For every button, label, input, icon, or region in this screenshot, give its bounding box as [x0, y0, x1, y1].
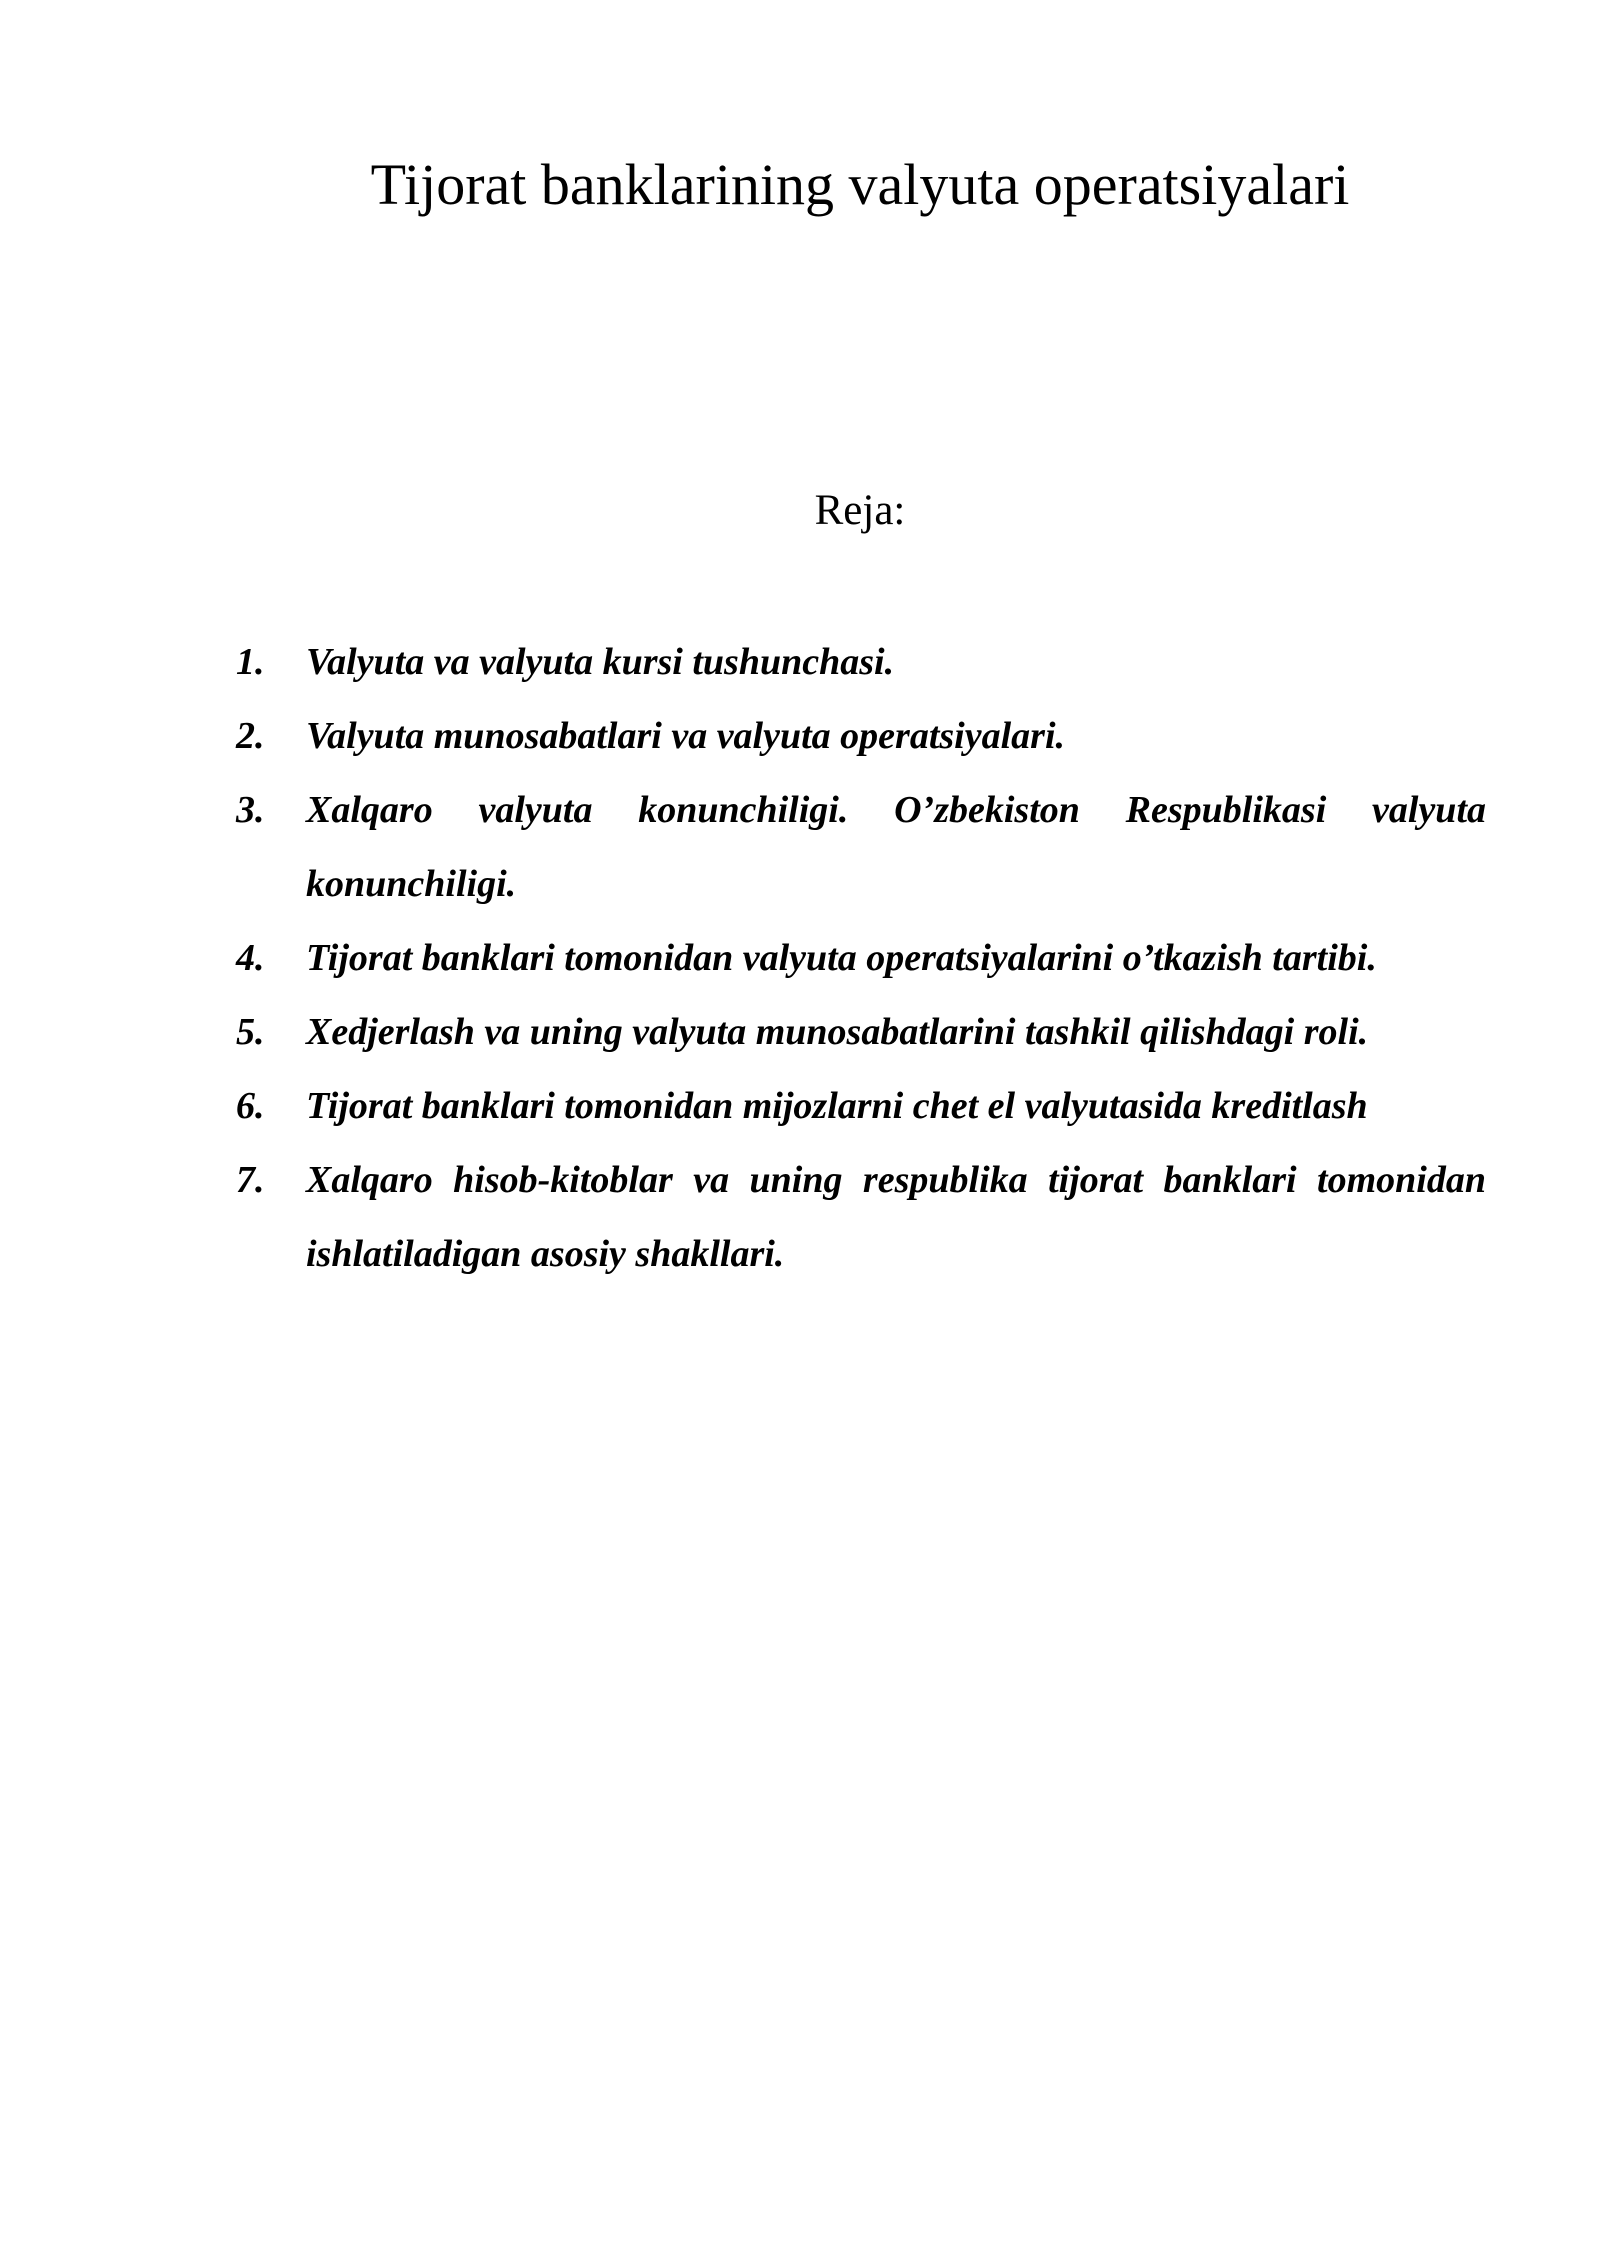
- plan-item-2: [236, 699, 1486, 773]
- plan-item-number: 6.: [236, 1085, 265, 1127]
- plan-item-text: Tijorat banklari tomonidan mijozlarni chet el valyutasida kreditlash: [306, 1085, 1368, 1127]
- plan-item-4: [236, 921, 1486, 995]
- document-title: Tijorat banklarining valyuta operatsiyalari: [370, 152, 1350, 217]
- plan-item-number: 4.: [236, 937, 265, 979]
- plan-item-text: Tijorat banklari tomonidan valyuta operatsiyalarini o’tkazish tartibi.: [306, 937, 1377, 979]
- plan-heading: Reja:: [814, 487, 906, 534]
- plan-item-number: 2.: [236, 715, 265, 757]
- plan-item-3: [236, 773, 1486, 921]
- plan-item-1: [236, 625, 1486, 699]
- plan-item-number: 7.: [236, 1159, 265, 1201]
- plan-item-number: 3.: [236, 789, 265, 831]
- plan-item-6: [236, 1069, 1486, 1143]
- plan-item-text: Valyuta va valyuta kursi tushunchasi.: [306, 641, 895, 683]
- plan-item-number: 5.: [236, 1011, 265, 1053]
- plan-item-text: Xedjerlash va uning valyuta munosabatlarini tashkil qilishdagi roli.: [306, 1011, 1369, 1053]
- plan-item-text: Xalqaro hisob-kitoblar va uning respublika tijorat banklari tomonidan ishlatiladigan asosiy shakllari.: [306, 1159, 1486, 1275]
- plan-list: [236, 625, 1486, 1291]
- plan-item-5: [236, 995, 1486, 1069]
- plan-item-7: [236, 1143, 1486, 1291]
- plan-item-text: Valyuta munosabatlari va valyuta operatsiyalari.: [306, 715, 1065, 757]
- plan-item-number: 1.: [236, 641, 265, 683]
- plan-item-text: Xalqaro valyuta konunchiligi. O’zbekiston Respublikasi valyuta konunchiligi.: [306, 789, 1486, 905]
